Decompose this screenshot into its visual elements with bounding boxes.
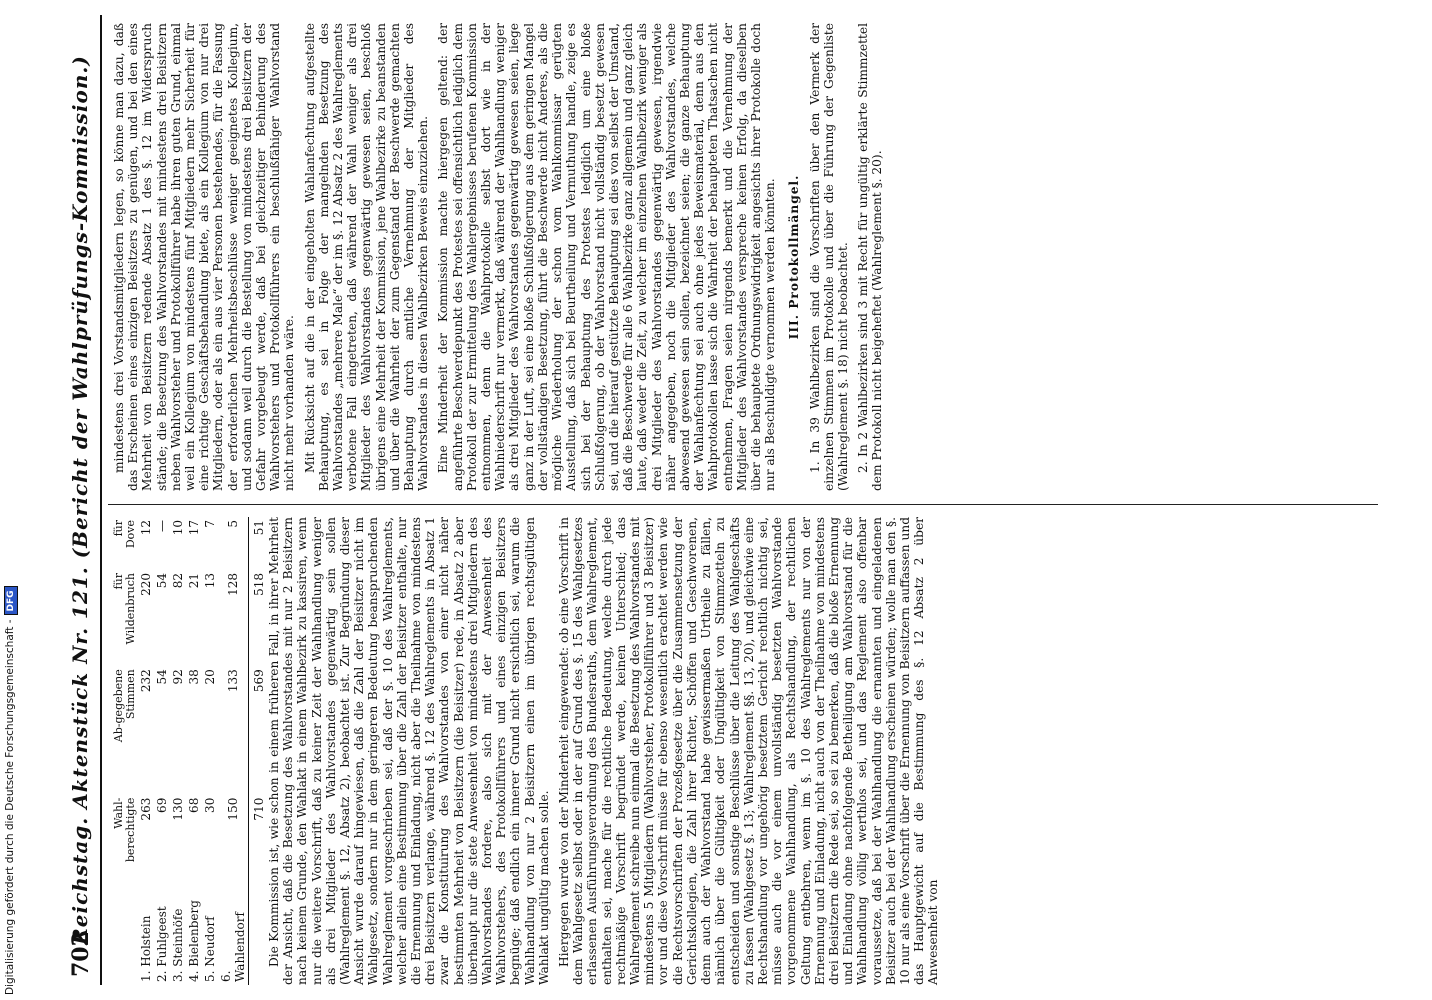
page-title: Reichstag. Aktenstück Nr. 121. (Bericht der Wahlprüfungs-Kommission.) <box>68 55 92 945</box>
table-cell: 68 <box>187 797 201 813</box>
table-cell: 128 <box>226 573 240 596</box>
table-header-cell: für Wildenbruch <box>112 573 137 645</box>
table-cell: 232 <box>139 669 153 693</box>
paragraph: Hiergegen wurde von der Minderheit eingewendet: ob eine Vorschrift in dem Wahlgesetz selbst oder in der auf Grund des §. 15 des Wahlgesetzes erlassenen Ausführungsverordnung des Bundesraths, dem Wahlreglement, enthalten sei, mache für die rechtliche Bedeutung, welche durch jede rechtmäßige Vorschrift begründet werde, keinen Unterschied; das Wahlreglement schreibe nun einmal die Besetzung des Wahlvorstandes mit mindestens 5 Mitgliedern (Wahlvorsteher, Protokollführer und 3 Beisitzer) vor und diese Vorschrift müsse für ebenso wesentlich erachtet werden wie die Rechtsvorschriften der Prozeßgesetze über die Zusammensetzung der Gerichtskollegien, die Zahl ihrer Richter, Schöffen und Geschworenen, denn auch der Wahlvorstand habe gewissermaßen Urtheile zu fällen, nämlich über die Gültigkeit oder Ungültigkeit von Stimmzetteln zu entscheiden und sonstige Beschlüsse über die Leitung des Wahlgeschäfts zu fassen (Wahlgesetz §. 13; Wahlreglement §§. 13, 20), und gleichwie eine Rechtshandlung vor ungehörig besetztem Gericht rechtlich nichtig sei, müsse auch die vor einem unvollständig besetzten Wahlvorstande vorgenommene Wahlhandlung, als Rechtshandlung, der rechtlichen Geltung entbehren, wenn im §. 10 des Wahlreglements nur von der Ernennung und Einladung, nicht auch von der Theilnahme von mindestens drei Beisitzern die Rede sei, so sei zu bemerken, daß die bloße Ernennung und Einladung ohne nachfolgende Betheiligung am Wahlvorstand für die Wahlhandlung völlig werthlos sei, und das Reglement also offenbar voraussetze, daß bei der Wahlhandlung die ernannten und eingeladenen Beisitzer auch bei der Wahlhandlung erscheinen würden; wolle man den §. 10 nur als eine Vorschrift über die Ernennung von Beisitzern auffassen und das Hauptgewicht auf die Bestimmung des §. 12 Absatz 2 über Anwesenheit von <box>557 517 941 985</box>
table-total-row <box>249 517 268 985</box>
table-header-cell: Ab-gegebene Stimmen <box>112 669 137 743</box>
table-cell: 21 <box>187 573 201 589</box>
right-column <box>112 23 891 491</box>
paragraph: 1. In 39 Wahlbezirken sind die Vorschriften über den Vermerk der einzelnen Stimmen im Protokolle und über die Führung der Gegenliste (Wahlreglement §. 18) nicht beobachtet. <box>807 23 850 491</box>
table-total-cell: 569 <box>249 666 268 794</box>
table-total-cell: 51 <box>249 517 268 570</box>
table-row <box>218 517 249 985</box>
table-cell: 150 <box>226 797 240 821</box>
table-cell: 3. Steinhöfe <box>171 908 185 982</box>
table-cell: 263 <box>139 797 153 821</box>
vote-table-header <box>112 517 138 985</box>
paragraph: Mit Rücksicht auf die in der eingeholten Wahlanfechtung aufgestellte Behauptung, es sei in Folge der mangelnden Besetzung des Wahlvorstandes „mehrere Male“ der im §. 12 Absatz 2 des Wahlreglements verbotene Fall eingetreten, daß während der Wahl weniger als drei Mitglieder des Wahlvorstandes gegenwärtig gewesen seien, beschloß übrigens eine Mehrheit der Kommission, jene Wahlbezirke zu beanstanden und über die Wahrheit der zum Gegenstand der Beschwerde gemachten Behauptung durch amtliche Vernehmung der Mitglieder des Wahlvorstandes in diesen Wahlbezirken Beweis einzuziehen. <box>302 23 431 491</box>
table-cell: 17 <box>187 520 201 536</box>
table-cell: 2. Fuhlgeest <box>155 906 169 982</box>
table-cell: 1. Holstein <box>139 915 153 982</box>
table-cell: 30 <box>203 797 217 813</box>
table-cell: 92 <box>171 669 185 685</box>
table-cell: 130 <box>171 797 185 821</box>
table-total-cell: 518 <box>249 570 268 666</box>
rotated-page-content <box>60 15 1390 985</box>
table-row <box>154 517 170 985</box>
section-text <box>808 23 885 491</box>
page-number: 702 <box>68 931 94 977</box>
vote-table <box>112 517 267 985</box>
credit-text: Digitalisierung gefördert durch die Deutsche Forschungsgemeinschaft - <box>4 619 16 995</box>
table-cell: 6. Wahlendorf <box>219 912 247 982</box>
table-row <box>138 517 154 985</box>
column-divider <box>108 504 1378 505</box>
table-cell: 7 <box>203 520 217 528</box>
table-header-cell: Wahl-berechtigte <box>112 797 137 863</box>
table-cell: — <box>155 520 169 532</box>
table-row <box>202 517 218 985</box>
table-cell: 69 <box>155 797 169 813</box>
table-total-cell: 710 <box>249 795 268 895</box>
paragraph: 2. In 2 Wahlbezirken sind 3 mit Recht für ungültig erklärte Stimmzettel dem Protokoll nicht beigeheftet (Wahlreglement §. 20). <box>856 23 885 491</box>
left-column <box>112 517 947 985</box>
table-header-cell: für Dove <box>112 520 137 549</box>
paragraph: Eine Minderheit der Kommission machte hiergegen geltend: der angeführte Beschwerdepunkt des Protestes sei offensichtlich lediglich dem Protokoll der zur Ermittelung des Wahlergebnisses berufenen Kommission entnommen, denn die Wahlprotokolle selbst dort wie in der Wahlniederschrift nur vermerkt, daß während der Wahlhandlung weniger als drei Mitglieder des Wahlvorstandes gegenwärtig gewesen seien, liege ganz in der Luft, sei eine bloße Schlußfolgerung aus dem geringen Mangel der vollständigen Besetzung, führt die Beschwerde nicht Anderes, als die mögliche Wiederholung der schon vom Wahlkommissar gerügten Ausstellung, daß sich bei Beurtheilung und Vermuthung handle, zeige es sich bei der Behauptung des Protestes lediglich um eine bloße Schlußfolgerung, ob der Wahlvorstand nicht vollständig besetzt gewesen sei, und die hierauf gestützte Behauptung sei dies von selbst der Umstand, daß die Beschwerde für alle 6 Wahlbezirke ganz allgemein und ganz gleich laute, daß weder die Zeit, zu welcher im einzelnen Wahlbezirk weniger als drei Mitglieder des Wahlvorstandes gegenwärtig gewesen, irgendwie näher angegeben, noch die Mitglieder des Wahlvorstandes, welche abwesend gewesen sein sollen, bezeichnet seien; die ganze Behauptung der Wahlanfechtung sei auch ohne jedes Beweismaterial, denn aus den Wahlprotokollen lasse sich die Wahrheit der behaupteten Thatsachen nicht entnehmen, Fragen seien nirgends bemerkt und die Vernehmung der Mitglieder des Wahlvorstandes verspreche keinen Erfolg, da dieselben über die behauptete Ordnungswidrigkeit angesichts ihrer Protokolle doch nur als Beschuldigte vernommen werden könnten. <box>436 23 778 491</box>
table-cell: 54 <box>155 669 169 685</box>
table-cell: 220 <box>139 573 153 596</box>
table-cell: 38 <box>187 669 201 685</box>
right-text <box>112 23 777 491</box>
table-cell: 4. Bielenberg <box>187 900 201 982</box>
table-cell: 13 <box>203 573 217 589</box>
paragraph: Die Kommission ist, wie schon in einem früheren Fall, in ihrer Mehrheit der Ansicht, daß die Besetzung des Wahlvorstandes mit nur 2 Beisitzern nach keinem Grunde, den Wahlakt in einem Wahlbezirk zu kassiren, wenn nur die weitere Vorschrift, daß zu keiner Zeit der Wahlhandlung weniger als drei Mitglieder des Wahlvorstandes gegenwärtig sein sollen (Wahlreglement §. 12, Absatz 2), beobachtet ist. Zur Begründung dieser Ansicht wurde darauf hingewiesen, daß die Zahl der Beisitzer nicht im Wahlgesetz, sondern nur in dem geringeren Bedeutung beanspruchenden Wahlreglement vorgeschrieben sei, daß der §. 10 des Wahlreglements, welcher allein eine Bestimmung über die Zahl der Beisitzer enthalte, nur die Ernennung und Einladung, nicht aber die Theilnahme von mindestens drei Beisitzern verlange, während §. 12 des Wahlreglements in Absatz 1 zwar die Konstituirung des Wahlvorstandes von einer nicht näher bestimmten Mehrheit von Beisitzern (die Beisitzer) rede, in Absatz 2 aber überhaupt nur die stete Anwesenheit von mindestens drei Mitgliedern des Wahlvorstandes fordere, also sich mit der Anwesenheit des Wahlvorstehers, des Protokollführers und eines einzigen Beisitzers begnüge; daß endlich ein innerer Grund nicht ersichtlich sei, warum die Wahlhandlung von nur 2 Beisitzern einen im übrigen rechtsgültigen Wahlakt ungültig machen solle. <box>267 517 551 985</box>
table-cell: 12 <box>139 520 153 536</box>
paragraph: mindestens drei Vorstandsmitgliedern legen, so könne man dazu, daß das Erscheinen eines einzigen Beisitzers zu genügen, und bei den eines Mehrheit von Beisitzern redende Absatz 1 des §. 12 im Widerspruch stände; die Besetzung des Wahlvorstandes mit mindestens drei Beisitzern neben Wahlvorsteher und Protokollführer habe ihren guten Grund, einmal weil ein Kollegium von mindestens fünf Mitgliedern mehr Sicherheit für eine richtige Geschäftsbehandlung biete, als ein Kollegium von nur drei Mitgliedern, oder als ein aus vier Personen bestehendes, für die Fassung der erforderlichen Mehrheitsbeschlüsse weniger geeignetes Kollegium, und sodann weil durch die Bestellung von mindestens drei Beisitzern der Gefahr vorgebeugt werde, daß bei gleichzeitiger Behinderung des Wahlvorstehers und Protokollführers ein beschlußfähiger Wahlvorstand nicht mehr vorhanden wäre. <box>112 23 297 491</box>
left-text <box>267 517 941 985</box>
table-cell: 5. Neudorf <box>203 916 217 982</box>
table-cell: 5 <box>226 520 240 528</box>
table-cell: 10 <box>171 520 185 536</box>
table-cell: 82 <box>171 573 185 589</box>
page-header <box>60 15 102 985</box>
table-row <box>186 517 202 985</box>
table-row <box>170 517 186 985</box>
table-cell: 54 <box>155 573 169 589</box>
table-total-cell <box>249 895 268 985</box>
table-cell: 133 <box>226 669 240 693</box>
dfg-logo: DFG <box>4 586 18 615</box>
digitization-credit <box>4 586 18 995</box>
section-heading: III. Protokollmängel. <box>787 174 802 340</box>
table-cell: 20 <box>203 669 217 685</box>
table-header-cell <box>112 895 138 985</box>
